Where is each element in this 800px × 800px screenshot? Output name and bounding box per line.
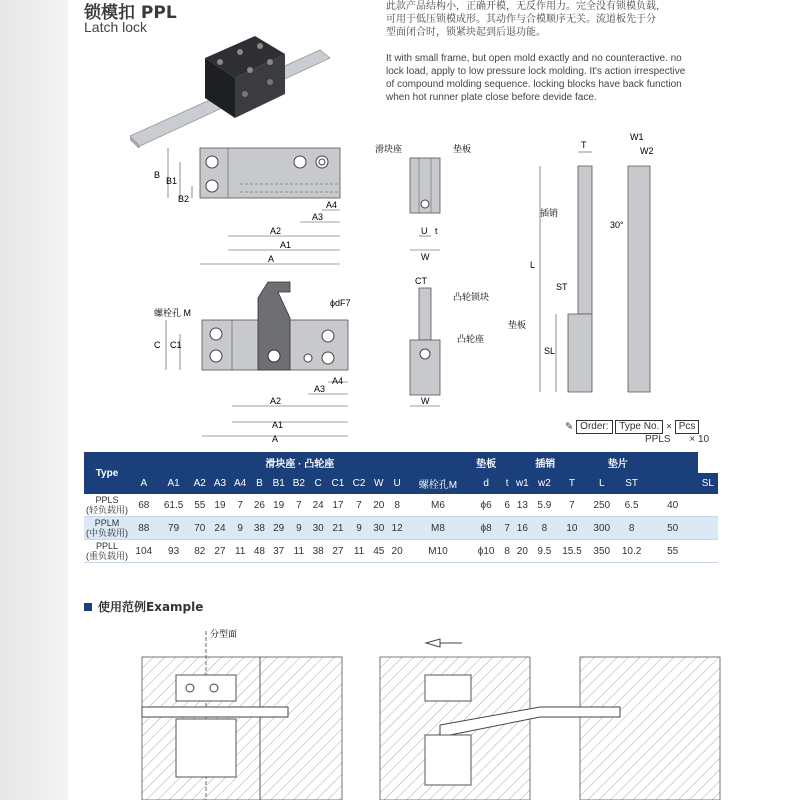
table-body [84,494,718,563]
latch-block-photo [205,36,285,118]
dim-CT: CT [415,276,427,286]
dim-A1-2: A1 [272,420,284,430]
desc-cn-line: 可用于低压锁模成形。其动作与合模顺序无关。流道板先于分 [386,14,656,25]
dim-SL: SL [544,346,556,356]
table-cell: 68 [130,494,158,517]
dim-A3-2: A3 [314,384,326,394]
order-pcs: Pcs [675,420,700,434]
table-cell: 24 [309,494,327,517]
dim-C: C [154,340,161,350]
desc-en-line: of compound molding sequence. locking blocks have back function [386,79,682,90]
table-cell: 7 [289,494,309,517]
pin-drawing [500,128,680,403]
order-box [565,420,709,445]
desc-cn-line: 型面闭合时，锁紧块起到后退功能。 [386,27,546,38]
label-slider-seat: 滑块座 [375,144,403,154]
label-parting-line: 分型面 [210,629,238,639]
dim-30deg: 30° [610,220,624,230]
table-column-header: C1 [327,473,348,494]
dim-ST: ST [556,282,568,292]
table-cell: 7 [348,494,369,517]
table-column-header: T [556,473,588,494]
label-dF7: ϕdF7 [330,298,351,308]
table-cell: 16 [512,517,533,540]
table-column-header: SL [698,473,718,494]
description-chinese [386,0,716,39]
table-column-header: w2 [533,473,556,494]
table-cell: 26 [250,494,268,517]
desc-cn-line: 此款产品结构小，正确开模，无反作用力。完全没有锁模负载， [386,1,666,12]
table-cell: 27 [327,540,348,563]
mold-plate-right-2 [580,657,720,800]
table-cell: 40 [648,494,698,517]
table-type-cell [84,517,130,540]
order-x: × [666,421,672,433]
table-group-pin: 插销 [503,452,588,473]
pad-detail-drawing [375,140,505,415]
table-cell: 93 [158,540,190,563]
cam-seat-drawing [140,278,360,448]
table-cell: 45 [370,540,388,563]
table-blank-cell [698,494,718,517]
order-type-no: Type No. [615,420,663,434]
table-column-header: U [388,473,406,494]
table-column-header: d [470,473,503,494]
dim-A-2: A [272,434,279,444]
table-cell: 38 [309,540,327,563]
table-cell: 7 [503,517,512,540]
table-cell: 10 [556,517,588,540]
product-photo [120,18,340,148]
dim-A1: A1 [280,240,292,250]
table-cell: 13 [512,494,533,517]
label-pad-2: 垫板 [508,320,527,330]
table-row [84,494,718,517]
dim-C1: C1 [170,340,182,350]
table-column-header: C [309,473,327,494]
table-cell: 37 [269,540,289,563]
mold-plate-right [260,657,342,800]
table-cell: 30 [309,517,327,540]
type-code: PPLS [95,495,119,505]
table-cell: 29 [269,517,289,540]
table-cell: 10.2 [616,540,648,563]
desc-en-line: when hot runner plate close before devide face. [386,92,597,103]
table-cell: 8 [503,540,512,563]
table-blank-cell [698,540,718,563]
table-cell: 24 [210,517,230,540]
table-cell: 8 [388,494,406,517]
dim-W1: W1 [630,132,644,142]
table-cell: 19 [210,494,230,517]
table-row [84,540,718,563]
table-column-header: A3 [210,473,230,494]
table-cell: M10 [406,540,469,563]
table-cell: 21 [327,517,348,540]
dim-A4: A4 [326,200,338,210]
dim-A3: A3 [312,212,324,222]
label-pad: 垫板 [453,144,472,154]
table-cell: 11 [230,540,250,563]
table-column-header: ST [616,473,648,494]
table-cell: 20 [370,494,388,517]
table-cell: 8 [533,517,556,540]
table-column-header: A1 [158,473,190,494]
table-column-header: L [588,473,616,494]
table-column-header: A4 [230,473,250,494]
table-cell: M6 [406,494,469,517]
description-english [386,52,726,104]
table-cell: 70 [190,517,210,540]
table-row [84,517,718,540]
order-example-type: PPLS [645,434,671,445]
table-cell: 55 [648,540,698,563]
order-example-qty: 10 [697,434,710,445]
table-cell: ϕ8 [470,517,503,540]
table-cell: 19 [269,494,289,517]
order-example [645,434,709,445]
table-cell: 55 [190,494,210,517]
desc-en-line: lock load, apply to low pressure lock molding. It's action irrespective [386,66,686,77]
label-cam-seat: 凸轮座 [457,334,485,344]
table-cell: 9.5 [533,540,556,563]
table-type-header: Type [84,452,130,494]
table-blank-cell [698,517,718,540]
order-label: Order: [576,420,612,434]
table-column-header: t [503,473,512,494]
type-load-class: (中负载用) [86,528,128,538]
table-cell: 12 [388,517,406,540]
table-column-header: B2 [289,473,309,494]
table-cell: 8 [616,517,648,540]
table-cell: 300 [588,517,616,540]
table-group-pad: 垫板 [470,452,503,473]
dim-A: A [268,254,275,264]
table-cell: 104 [130,540,158,563]
table-cell: M8 [406,517,469,540]
dim-A2: A2 [270,226,282,236]
dim-T: T [581,140,587,150]
dim-W: W [421,252,430,262]
table-cell: 17 [327,494,348,517]
cam-seat-example [176,719,236,777]
table-type-cell [84,494,130,517]
table-cell: 6 [503,494,512,517]
table-cell: 61.5 [158,494,190,517]
type-load-class: (轻负载用) [86,505,128,515]
dim-B2: B2 [178,194,190,204]
label-pin: 插销 [540,208,559,218]
table-cell: 7 [556,494,588,517]
dim-B1: B1 [166,176,178,186]
table-cell: 27 [210,540,230,563]
table-blank-header [648,452,698,494]
table-cell: 50 [648,517,698,540]
table-cell: 38 [250,517,268,540]
dim-W-2: W [421,396,430,406]
table-column-header: W [370,473,388,494]
table-type-cell [84,540,130,563]
dim-L: L [530,260,536,270]
table-column-headers [84,473,718,494]
label-cam-lock: 凸轮锁块 [453,292,490,302]
dim-A2-2: A2 [270,396,282,406]
dim-t: t [435,226,438,236]
table-cell: 7 [230,494,250,517]
table-cell: 6.5 [616,494,648,517]
label-bolt-hole: 螺栓孔 M [154,308,191,318]
table-cell: 15.5 [556,540,588,563]
type-load-class: (重负载用) [86,551,128,561]
table-cell: 20 [388,540,406,563]
table-cell: 48 [250,540,268,563]
type-code: PPLL [95,541,119,551]
direction-arrow-icon [426,639,440,647]
example-section-title [84,598,203,615]
slider-seat-drawing [140,140,360,275]
table-group-slider: 滑块座 · 凸轮座 [130,452,470,473]
table-cell: 30 [370,517,388,540]
table-cell: 20 [512,540,533,563]
table-column-header: 螺栓孔M [406,473,469,494]
left-margin-band [0,0,68,800]
table-cell: 79 [158,517,190,540]
table-column-header: A [130,473,158,494]
table-column-header: B [250,473,268,494]
table-column-header: C2 [348,473,369,494]
table-cell: ϕ6 [470,494,503,517]
table-column-header: B1 [269,473,289,494]
table-column-header: w1 [512,473,533,494]
table-cell: 9 [230,517,250,540]
dim-U: U [421,226,428,236]
table-cell: 88 [130,517,158,540]
note-icon: ✎ [565,421,574,433]
table-cell: 82 [190,540,210,563]
dim-B: B [154,170,161,180]
example-title-text: 使用范例Example [98,600,204,614]
table-cell: 350 [588,540,616,563]
dim-W2: W2 [640,146,654,156]
table-cell: 9 [348,517,369,540]
type-code: PPLM [94,518,120,528]
table-cell: 250 [588,494,616,517]
slider-seat-example [176,675,236,701]
pin-example [142,707,288,717]
example-drawings [140,625,730,800]
order-example-x: × [689,434,696,445]
table-cell: 11 [289,540,309,563]
table-group-shim: 垫片 [588,452,648,473]
table-cell: ϕ10 [470,540,503,563]
page-subtitle: Latch lock [84,19,148,35]
dim-A4-2: A4 [332,376,344,386]
table-column-header: A2 [190,473,210,494]
table-cell: 5.9 [533,494,556,517]
desc-en-line: It with small frame, but open mold exactly and no counteractive. no [386,53,682,64]
spec-table [84,452,718,563]
section-square-icon [84,603,92,611]
table-cell: 11 [348,540,369,563]
table-cell: 9 [289,517,309,540]
page-title: 锁模扣 PPL [84,3,177,23]
